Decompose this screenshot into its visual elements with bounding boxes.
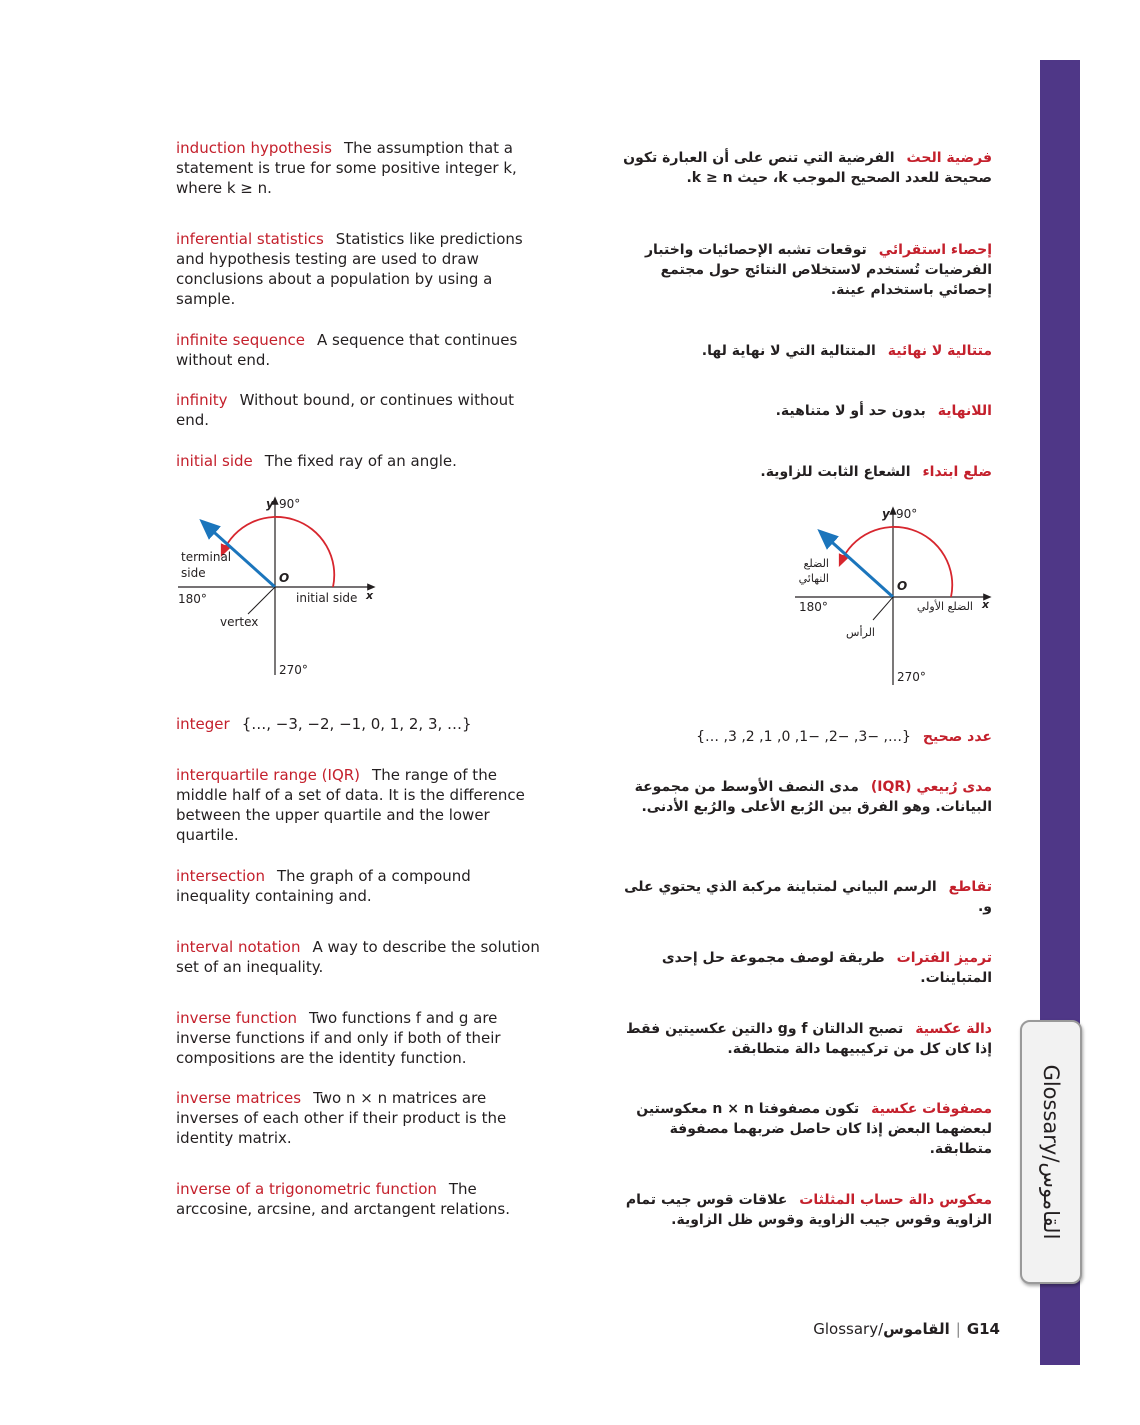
definition: Statistics like predictions and hypothesis testing are used to draw conclusions about a population by using a sample.: [176, 230, 523, 308]
definition: The graph of a compound inequality containing and.: [176, 867, 471, 905]
entry-inverse-trig-ar: [622, 1190, 992, 1230]
y-label: y: [882, 507, 890, 521]
page-footer: [813, 1320, 1000, 1338]
definition: A way to describe the solution set of an inequality.: [176, 938, 540, 976]
label-180: 180°: [178, 592, 207, 606]
definition: {…, −3, −2, −1, 0, 1, 2, 3, …}: [696, 729, 911, 745]
definition: Two functions f and g are inverse functions if and only if both of their compositions are the identity function.: [176, 1009, 501, 1067]
term: inverse function: [176, 1009, 298, 1027]
entry-infinite-sequence-en: [176, 330, 546, 370]
definition: توقعات تشبه الإحصائيات واختبار الفرضيات تُستخدم لاستخلاص النتائج حول مجتمع إحصائي باستخدام عينة.: [644, 242, 992, 298]
term: integer: [176, 715, 230, 733]
entry-interval-notation-ar: [622, 948, 992, 988]
entry-inverse-matrices-ar: [622, 1099, 992, 1159]
definition: علاقات قوس جيب تمام الزاوية وقوس جيب الزاوية وقوس ظل الزاوية.: [625, 1192, 992, 1228]
entry-intersection-ar: [622, 877, 992, 917]
initial-side-figure-en: [170, 492, 390, 684]
glossary-side-tab[interactable]: [1020, 1020, 1082, 1284]
entry-infinite-sequence-ar: [622, 341, 992, 361]
term: مصفوفات عكسية: [871, 1101, 992, 1117]
terminal-label-1: terminal: [181, 550, 232, 564]
definition: الفرضية التي تنص على أن العبارة تكون صحيحة للعدد الصحيح الموجب k، حيث k ≥ n.: [623, 150, 992, 186]
x-label: x: [366, 589, 374, 602]
definition: تصبح الدالتان f وg دالتين عكسيتين فقط إذا كان كل من تركيبيهما دالة متطابقة.: [625, 1021, 992, 1057]
footer-glossary-en: Glossary/: [813, 1320, 884, 1338]
initial-label: initial side: [296, 591, 358, 605]
term: interval notation: [176, 938, 301, 956]
vertex-leader: [248, 587, 275, 614]
definition: طريقة لوصف مجموعة حل إحدى المتباينات.: [661, 950, 992, 986]
term: ترميز الفترات: [896, 950, 992, 966]
x-label: x: [982, 598, 990, 611]
terminal-label-2: النهائي: [798, 572, 829, 585]
term: inferential statistics: [176, 230, 324, 248]
definition: The range of the middle half of a set of data. It is the difference between the upper quartile and the lower quartile.: [176, 766, 525, 844]
entry-inferential-statistics-en: [176, 229, 546, 309]
term: مدى رُبيعي (IQR): [870, 779, 992, 795]
entry-interval-notation-en: [176, 937, 546, 977]
definition: The assumption that a statement is true for some positive integer k, where k ≥ n.: [176, 139, 517, 197]
vertex-leader: [873, 597, 893, 620]
page-number: G14: [966, 1320, 1000, 1338]
term: إحصاء استقرائي: [878, 242, 992, 258]
definition: تكون مصفوفتا n × n معكوستين لبعضهما البعض إذا كان حاصل ضربهما مصفوفة متطابقة.: [636, 1101, 992, 1157]
definition: بدون حد أو لا متناهية.: [775, 403, 926, 419]
definition: The fixed ray of an angle.: [264, 452, 457, 470]
term: فرضية الحث: [906, 150, 992, 166]
label-270: 270°: [279, 663, 308, 677]
label-270: 270°: [897, 670, 926, 684]
definition: الرسم البياني لمتباينة مركبة الذي يحتوي على و.: [624, 879, 992, 915]
entry-initial-side-ar: [622, 462, 992, 482]
entry-iqr-en: [176, 765, 546, 845]
entry-induction-hypothesis-en: [176, 138, 546, 198]
label-90: 90°: [279, 497, 301, 511]
term: متتالية لا نهائية: [887, 343, 992, 359]
entry-intersection-en: [176, 866, 546, 906]
entry-inverse-function-ar: [622, 1019, 992, 1059]
entry-integer-ar: [622, 727, 992, 747]
entry-iqr-ar: [622, 777, 992, 817]
term: دالة عكسية: [915, 1021, 992, 1037]
term: معكوس دالة حساب المثلثات: [799, 1192, 992, 1208]
term: infinite sequence: [176, 331, 305, 349]
entry-initial-side-en: [176, 451, 546, 471]
term: تقاطع: [948, 879, 992, 895]
definition: Two n × n matrices are inverses of each other if their product is the identity matrix.: [176, 1089, 507, 1147]
initial-side-figure-ar: [785, 502, 1000, 694]
term: عدد صحيح: [922, 729, 992, 745]
label-90: 90°: [896, 507, 918, 521]
vertex-label: vertex: [220, 615, 259, 629]
definition: Without bound, or continues without end.: [176, 391, 515, 429]
entry-integer-en: [176, 714, 546, 734]
definition: مدى النصف الأوسط من مجموعة البيانات. وهو الفرق بين الرُبع الأعلى والرُبع الأدنى.: [634, 779, 992, 815]
y-label: y: [266, 497, 274, 511]
glossary-side-tab-label: Glossary/القاموس: [1039, 1064, 1063, 1240]
footer-glossary-ar: القاموس: [883, 1320, 950, 1338]
term: inverse matrices: [176, 1089, 302, 1107]
origin-label: O: [897, 579, 908, 593]
term: induction hypothesis: [176, 139, 332, 157]
origin-label: O: [279, 571, 290, 585]
label-180: 180°: [799, 600, 828, 614]
initial-label: الضلع الأولي: [916, 600, 973, 613]
definition: {…, −3, −2, −1, 0, 1, 2, 3, …}: [241, 715, 472, 733]
entry-inferential-statistics-ar: [622, 240, 992, 300]
term: اللانهاية: [937, 403, 992, 419]
term: inverse of a trigonometric function: [176, 1180, 437, 1198]
terminal-label-2: side: [181, 566, 206, 580]
definition: A sequence that continues without end.: [176, 331, 518, 369]
entry-infinity-ar: [622, 401, 992, 421]
footer-separator: |: [955, 1320, 961, 1338]
term: infinity: [176, 391, 228, 409]
term: ضلع ابتداء: [922, 464, 992, 480]
term: initial side: [176, 452, 253, 470]
entry-infinity-en: [176, 390, 546, 430]
entry-inverse-trig-en: [176, 1179, 546, 1219]
terminal-label-1: الضلع: [803, 557, 829, 570]
entry-inverse-matrices-en: [176, 1088, 546, 1148]
terminal-ray: [824, 535, 893, 597]
term: interquartile range (IQR): [176, 766, 361, 784]
term: intersection: [176, 867, 265, 885]
vertex-label: الرأس: [846, 626, 875, 639]
definition: المتتالية التي لا نهاية لها.: [701, 343, 876, 359]
definition: The arccosine, arcsine, and arctangent relations.: [176, 1180, 510, 1218]
entry-induction-hypothesis-ar: [622, 148, 992, 188]
entry-inverse-function-en: [176, 1008, 546, 1068]
definition: الشعاع الثابت للزاوية.: [760, 464, 911, 480]
